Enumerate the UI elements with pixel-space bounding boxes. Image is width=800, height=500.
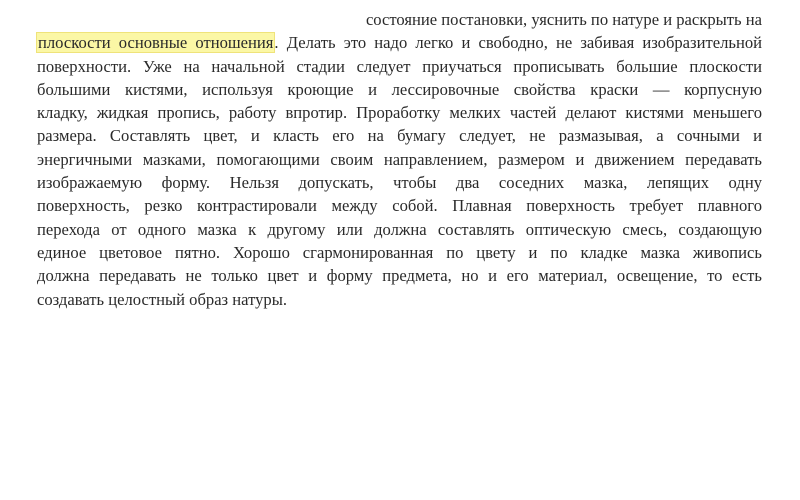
text-line-8: изображаемую форму. Нельзя допускать, чтобы два соседних мазка, лепящих одну bbox=[37, 173, 762, 193]
text-line-4: большими кистями, используя кроющие и лессировочные свойства краски — корпусную bbox=[37, 79, 762, 99]
text-line-6: размера. Составлять цвет, и класть его на бумагу следует, не размазывая, а сочными и bbox=[37, 126, 762, 146]
text-line-10: перехода от одного мазка к другому или должна составлять оптическую смесь, создающую bbox=[37, 219, 762, 239]
paragraph bbox=[37, 8, 762, 311]
highlighted-phrase[interactable]: плоскости основные отношения bbox=[38, 33, 274, 53]
text-line-9: поверхность, резко контрастировали между собой. Плавная поверхность требует плавного bbox=[37, 196, 762, 216]
text-line-2: плоскости основные отношения. Делать это надо легко и свободно, не забивая изобразительной bbox=[38, 33, 763, 53]
text-line-5: кладку, жидкая пропись, работу впротир. Проработку мелких частей делают кистями меньшего bbox=[37, 103, 762, 123]
text-line-7: энергичными мазками, помогающими своим направлением, размером и движением передавать bbox=[37, 149, 762, 169]
text-line-3: поверхности. Уже на начальной стадии следует приучаться прописывать большие плоскости bbox=[37, 56, 762, 76]
text-line-1: состояние постановки, уяснить по натуре и раскрыть на bbox=[365, 10, 762, 29]
text-line-2-rest: Делать это надо легко и свободно, не забивая изобразительной bbox=[286, 33, 763, 53]
text-line-12: должна передавать не только цвет и форму предмета, но и его материал, освещение, то есть bbox=[37, 266, 762, 286]
text-line-13: создавать целостный образ натуры. bbox=[37, 289, 287, 309]
text-line-11: единое цветовое пятно. Хорошо сгармонированная по цвету и по кладке мазка живопись bbox=[37, 242, 762, 262]
